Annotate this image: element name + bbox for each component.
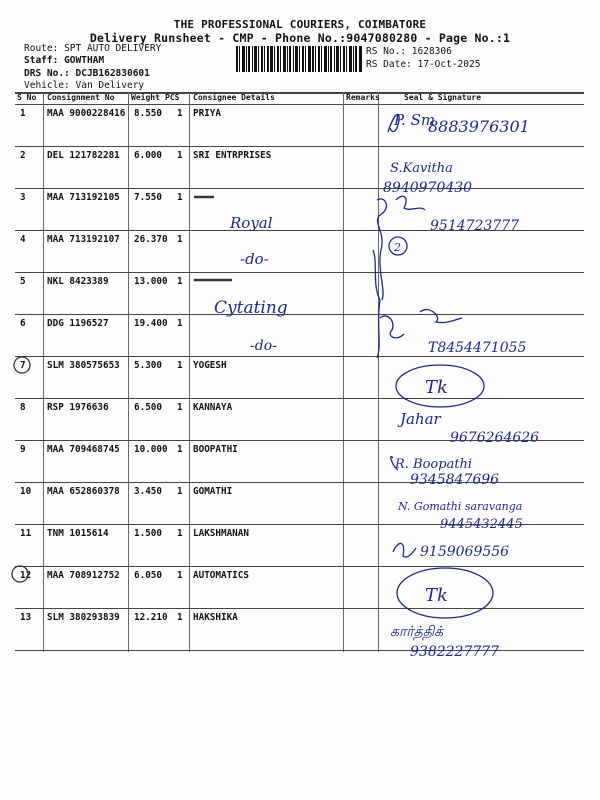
row-weight: 6.050 xyxy=(134,570,162,581)
row-pcs: 1 xyxy=(177,150,183,161)
col-header-consignment: Consignment No xyxy=(47,93,115,102)
staff-label: Staff: xyxy=(24,55,59,66)
col-header-sno: S No xyxy=(17,93,37,102)
row-sno: 10 xyxy=(20,486,32,497)
hw-r3-consignee: Royal xyxy=(230,214,273,232)
row-sno: 4 xyxy=(20,234,26,245)
row-weight: 26.370 xyxy=(134,234,168,245)
row-sno: 3 xyxy=(20,192,26,203)
hw-r4-consignee: -do- xyxy=(240,250,269,268)
hw-r1-phone: 8883976301 xyxy=(428,117,530,136)
row-pcs: 1 xyxy=(177,234,183,245)
hw-r13-phone: 9382227777 xyxy=(410,644,500,660)
row-sno: 2 xyxy=(20,150,26,161)
row-pcs: 1 xyxy=(177,402,183,413)
row-sno: 8 xyxy=(20,402,26,413)
row-weight: 19.400 xyxy=(134,318,168,329)
hw-r8-sig: Jahar xyxy=(400,410,441,428)
row-consignee: PRIYA xyxy=(193,108,221,119)
row-circle-mark xyxy=(14,357,30,373)
hw-r13-sig: கார்த்திக் xyxy=(390,624,444,640)
hw-r9-sig: R. Boopathi xyxy=(395,457,473,472)
row-consignee: HAKSHIKA xyxy=(193,612,238,623)
row-consignee: YOGESH xyxy=(193,360,227,371)
company-title: THE PROFESSIONAL COURIERS, COIMBATORE xyxy=(173,18,427,31)
row-pcs: 1 xyxy=(177,612,183,623)
row-pcs: 1 xyxy=(177,570,183,581)
row-sno: 12 xyxy=(20,570,32,581)
row-weight: 6.000 xyxy=(134,150,162,161)
row-consignment-no: DDG 1196527 xyxy=(47,318,109,329)
row-weight: 1.500 xyxy=(134,528,162,539)
row-weight: 10.000 xyxy=(134,444,168,455)
hw-circled-2: 2 xyxy=(394,241,401,254)
row-pcs: 1 xyxy=(177,318,183,329)
row-weight: 5.300 xyxy=(134,360,162,371)
hw-r9-phone: 9345847696 xyxy=(410,472,500,488)
rs-date-label: RS Date: xyxy=(366,59,412,70)
row-pcs: 1 xyxy=(177,108,183,119)
hw-r1-sig: P. Sm xyxy=(394,111,436,129)
hw-r5-consignee: Cytating xyxy=(214,298,288,318)
hw-r7-sig: Tk xyxy=(425,377,448,398)
row-consignment-no: MAA 709468745 xyxy=(47,444,120,455)
row-pcs: 1 xyxy=(177,528,183,539)
row-pcs: 1 xyxy=(177,276,183,287)
drs-value: DCJB162830601 xyxy=(75,68,150,79)
row-sno: 9 xyxy=(20,444,26,455)
row-pcs: 1 xyxy=(177,444,183,455)
col-header-consignee: Consignee Details xyxy=(193,93,275,102)
row-weight: 13.000 xyxy=(134,276,168,287)
rs-no-label: RS No.: xyxy=(366,46,407,57)
hw-r6-consignee: -do- xyxy=(250,338,277,354)
row-pcs: 1 xyxy=(177,486,183,497)
row-pcs: 1 xyxy=(177,192,183,203)
row-sno: 5 xyxy=(20,276,26,287)
runsheet-subtitle: Delivery Runsheet - CMP - Phone No.:9047080280 - Page No.:1 xyxy=(89,31,511,45)
row-sno: 11 xyxy=(20,528,32,539)
row-consignee: BOOPATHI xyxy=(193,444,238,455)
row-weight: 3.450 xyxy=(134,486,162,497)
row-consignment-no: RSP 1976636 xyxy=(47,402,109,413)
signature-scribble xyxy=(380,316,404,338)
row-weight: 8.550 xyxy=(134,108,162,119)
row-circle-mark xyxy=(12,566,28,582)
row-consignment-no: MAA 9000228416 xyxy=(47,108,126,119)
row-consignment-no: TNM 1015614 xyxy=(47,528,109,539)
row-sno: 7 xyxy=(20,360,26,371)
vehicle-label: Vehicle: xyxy=(24,80,70,91)
row-consignment-no: DEL 121782281 xyxy=(47,150,120,161)
signature-scribble xyxy=(393,543,416,557)
hw-r12-sig: Tk xyxy=(425,585,448,606)
col-header-remarks: Remarks xyxy=(346,93,380,102)
row-weight: 7.550 xyxy=(134,192,162,203)
staff-value: GOWTHAM xyxy=(64,55,105,66)
row-sno: 13 xyxy=(20,612,32,623)
route-value: SPT AUTO DELIVERY xyxy=(64,43,162,54)
signature-scribble xyxy=(373,250,380,358)
row-consignment-no: MAA 652860378 xyxy=(47,486,120,497)
row-consignment-no: SLM 380575653 xyxy=(47,360,120,371)
hw-r2-sig: S.Kavitha xyxy=(390,161,453,176)
row-consignment-no: NKL 8423389 xyxy=(47,276,109,287)
col-header-seal: Seal & Signature xyxy=(404,93,482,102)
rs-no-value: 1628306 xyxy=(411,46,452,57)
row-consignment-no: MAA 708912752 xyxy=(47,570,120,581)
signature-scribble xyxy=(396,196,425,210)
row-consignment-no: MAA 713192107 xyxy=(47,234,120,245)
hw-r6-phone: T8454471055 xyxy=(428,340,527,356)
row-weight: 6.500 xyxy=(134,402,162,413)
hw-r11-phone: 9159069556 xyxy=(420,544,510,560)
row-sno: 6 xyxy=(20,318,26,329)
rs-date-value: 17-Oct-2025 xyxy=(417,59,481,70)
row-consignee: GOMATHI xyxy=(193,486,233,497)
row-weight: 12.210 xyxy=(134,612,168,623)
hw-r10-sig: N. Gomathi saravanga xyxy=(398,500,523,513)
vehicle-value: Van Delivery xyxy=(75,80,145,91)
signature-scribble xyxy=(420,310,462,323)
row-pcs: 1 xyxy=(177,360,183,371)
row-consignee: SRI ENTRPRISES xyxy=(193,150,272,161)
row-consignment-no: SLM 380293839 xyxy=(47,612,120,623)
col-header-weight: Weight xyxy=(131,93,160,102)
drs-label: DRS No.: xyxy=(24,68,70,79)
hw-r8-phone: 9676264626 xyxy=(450,430,540,446)
col-header-pcs: PCS xyxy=(165,93,180,102)
row-consignee: AUTOMATICS xyxy=(193,570,249,581)
row-sno: 1 xyxy=(20,108,26,119)
row-consignee: LAKSHMANAN xyxy=(193,528,249,539)
hw-r3-phone: 9514723777 xyxy=(430,218,520,234)
hw-r10-phone: 9445432445 xyxy=(440,517,523,532)
row-consignee: KANNAYA xyxy=(193,402,233,413)
hw-r2-phone: 8940970430 xyxy=(383,180,473,196)
route-label: Route: xyxy=(24,43,59,54)
signature-scribble xyxy=(377,199,386,300)
row-consignment-no: MAA 713192105 xyxy=(47,192,120,203)
